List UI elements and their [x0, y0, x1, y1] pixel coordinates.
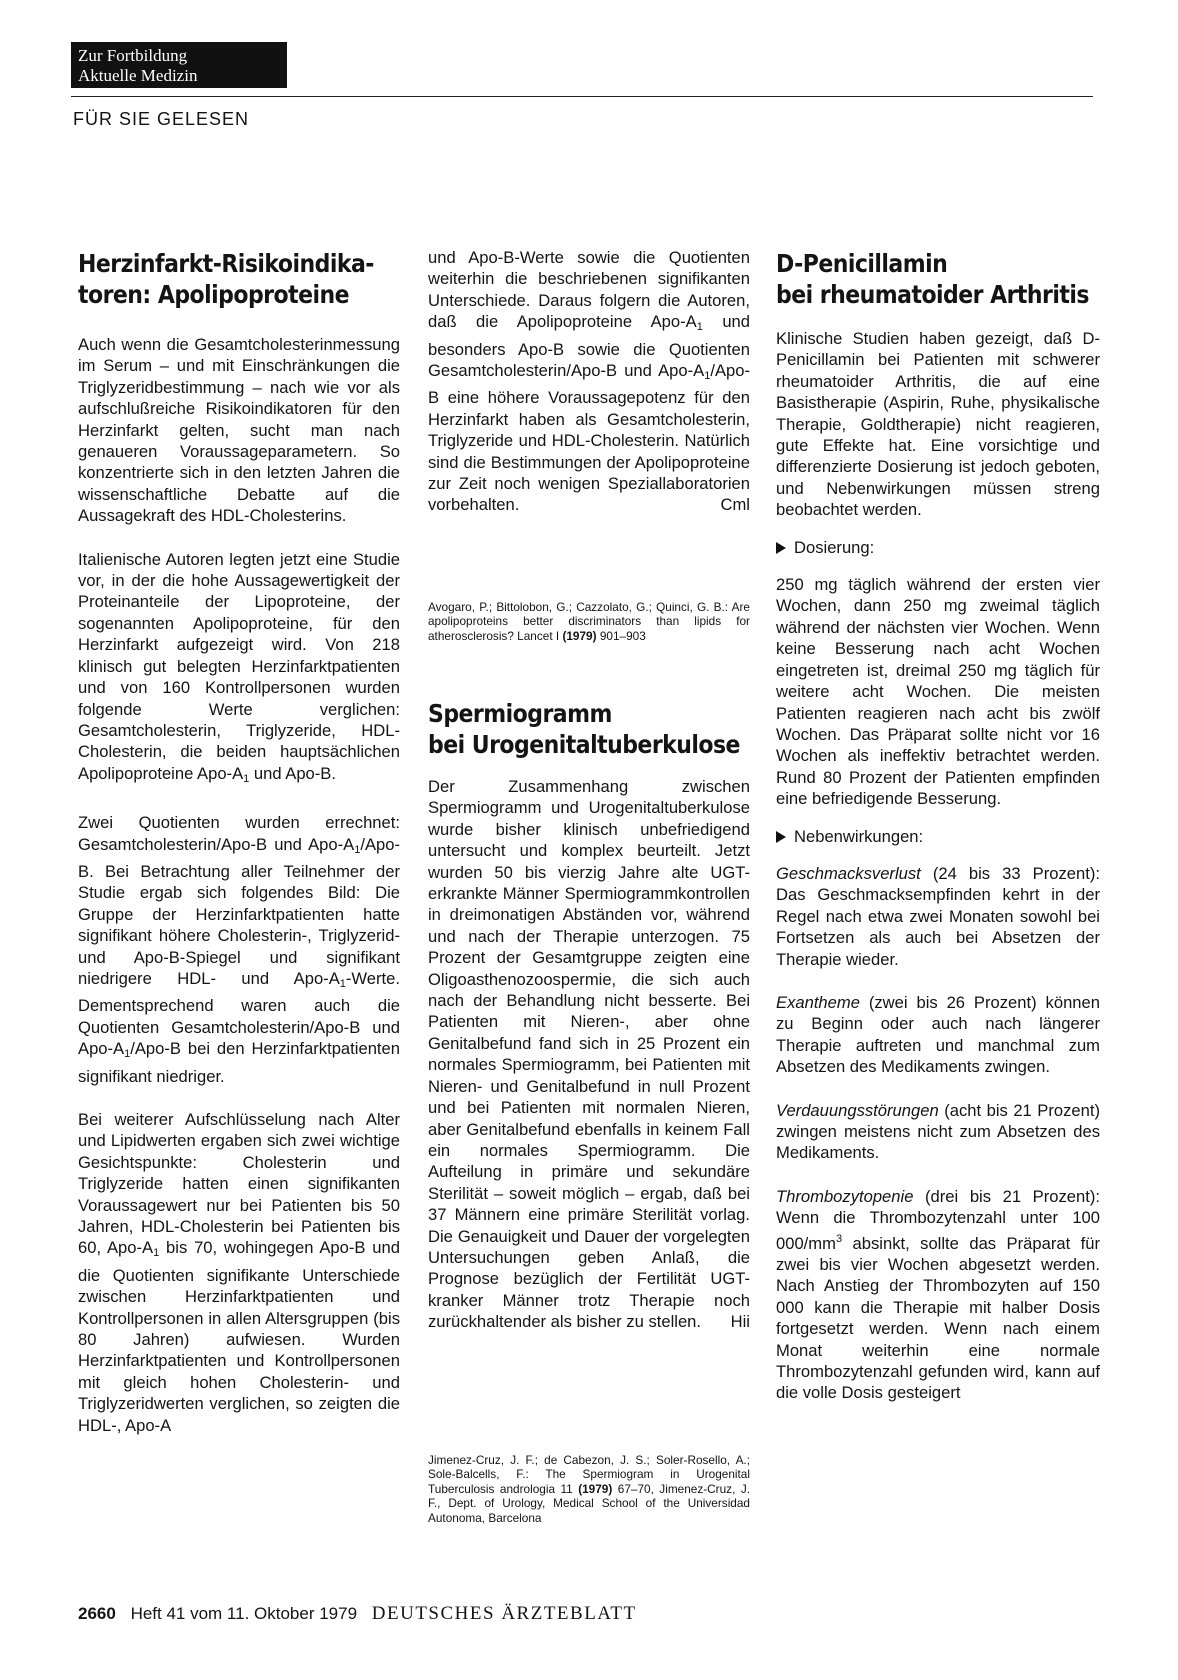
text-run: Dosierung: [794, 537, 875, 557]
journal-name: DEUTSCHES ÄRZTEBLATT [371, 1603, 637, 1624]
text-run: Jimenez-Cruz, J. F.; de Cabezon, J. S.; Soler-Rosello, A.; Sole-Balcells, F.: The Spermiogram in Urogenital Tuberculosis andrologia 11 [428, 1453, 750, 1496]
rubric-box [71, 42, 287, 88]
text-run: -Werte. Dementsprechend waren auch die Quotienten Gesamtcholesterin/Apo-B und Apo-A [78, 968, 400, 1059]
text-run: /Apo-B. Bei Betrachtung aller Teilnehmer der Studie ergab sich folgendes Bild: Die Gruppe der Herzinfarktpatienten hatte signifikant höhere Cholesterin-, Triglyzerid- und Apo-B-Spiegel und signifikant niedrigere HDL- und Apo-A [78, 834, 400, 988]
text-run: (drei bis 21 Prozent): Wenn die Thrombozytenzahl unter 100 000/mm [776, 1186, 1100, 1253]
text-run: (1979) [578, 1481, 613, 1496]
side-effects-heading [776, 826, 1100, 847]
article1-paragraph-3 [78, 812, 400, 1087]
dosage-heading [776, 537, 1100, 558]
subscript: 1 [243, 772, 250, 785]
subscript: 1 [704, 370, 711, 383]
text-run: absinkt, sollte das Präparat für zwei bis vier Wochen abgesetzt werden. Nach Anstieg der Thrombozyten auf 150 000 kann die Therapie mit halber Dosis fortgesetzt werden. Wenn nach einem Monat weiterhin eine normale Thrombozytenzahl gefunden wird, kann auf die volle Dosis gesteigert [776, 1233, 1100, 1403]
subscript: 1 [354, 843, 361, 856]
term: Verdauungsstörungen [776, 1100, 939, 1120]
article2-signature: Hii [730, 1312, 750, 1332]
subscript: 1 [339, 977, 346, 990]
term: Exantheme [776, 992, 860, 1012]
page-number: 2660 [78, 1604, 116, 1623]
text-run: (1979) [562, 628, 597, 643]
side-effect-thrombocytopenia [776, 1186, 1100, 1404]
section-label: FÜR SIE GELESEN [73, 109, 250, 129]
column-2 [428, 247, 750, 516]
text-run: Bei weiterer Aufschlüsselung nach Alter und Lipidwerten ergaben sich zwei wichtige Gesichtspunkte: Cholesterin und Triglyzeride hatten einen signifikanten Voraussagewert nur bei Patienten bis 50 Jahren, HDL-Cholesterin bei Patienten bis 60, Apo-A [78, 1110, 400, 1258]
article1-title [78, 248, 374, 310]
column-3 [776, 328, 1100, 1404]
article1-paragraph-4-cont [428, 247, 750, 516]
text-run: (acht bis 21 Prozent) zwingen meistens nicht zum Absetzen des Medikaments. [776, 1100, 1100, 1163]
article1-paragraph-1: Auch wenn die Gesamtcholesterinmessung im Serum – und mit Einschränkungen die Triglyzeridbestimmung – nach wie vor als aufschlußreiche Risikoindikatoren für den Herzinfarkt gelten, sucht man nach genaueren Voraussageparametern. So konzentrierte sich in den letzten Jahren die wissenschaftliche Debatte auf die Aussagekraft des HDL-Cholesterins. [78, 335, 400, 526]
article2-reference [428, 1453, 750, 1525]
article1-reference [428, 600, 750, 643]
text-run: bis 70, wohingegen Apo-B und die Quotienten signifikante Unterschiede zwischen Herzinfarktpatienten und Kontrollpersonen in allen Altersgruppen (bis 80 Jahren) aufwiesen. Wurden Herzinfarktpatienten und Kontrollpersonen mit gleich hohen Cholesterin- und Triglyzeridwerten verglichen, so zeigten die HDL-, Apo-A [78, 1238, 400, 1435]
article1-title-line2: toren: Apolipoproteine [78, 280, 350, 309]
article2-title-line2: bei Urogenitaltuberkulose [428, 730, 740, 759]
text-run: 901–903 [596, 628, 646, 643]
issue-info: Heft 41 vom 11. Oktober 1979 [130, 1604, 358, 1623]
text-run: /Apo-B bei den Herzinfarktpatienten signifikant niedriger. [78, 1039, 400, 1086]
column-1 [78, 334, 400, 1436]
article1-paragraph-2 [78, 549, 400, 790]
article2-title-line1: Spermiogramm [428, 699, 612, 728]
side-effect-exanthema [776, 992, 1100, 1078]
article3-title-line2: bei rheumatoider Arthritis [776, 280, 1089, 309]
term: Thrombozytopenie [776, 1186, 914, 1206]
article2-paragraph-1 [428, 776, 750, 1333]
subscript: 1 [153, 1247, 160, 1260]
text-run: und Apo-B-Werte sowie die Quotienten weiterhin die beschriebenen signifikanten Unterschiede. Daraus folgern die Autoren, daß die Apolipoproteine Apo-A [428, 248, 750, 332]
header-rule [71, 96, 1093, 97]
rubric-line-2: Aktuelle Medizin [78, 66, 198, 85]
triangle-bullet-icon [776, 542, 786, 554]
triangle-bullet-icon [776, 831, 786, 843]
text-run: und Apo-B. [249, 763, 336, 783]
page-footer [78, 1603, 637, 1625]
article3-title-line1: D-Penicillamin [776, 249, 948, 278]
text-run: Nebenwirkungen: [794, 826, 924, 846]
text-run: (24 bis 33 Prozent): Das Geschmacksempfinden kehrt in der Regel nach etwa zwei Monaten sowohl bei Fortsetzen als auch bei Absetzen der Therapie wieder. [776, 863, 1100, 969]
superscript: 3 [835, 1232, 843, 1245]
text-run: Zwei Quotienten wurden errechnet: Gesamtcholesterin/Apo-B und Apo-A [78, 813, 400, 854]
side-effect-digestive [776, 1100, 1100, 1164]
article1-paragraph-4 [78, 1109, 400, 1436]
text-run: Italienische Autoren legten jetzt eine Studie vor, in der die hohe Aussagewertigkeit der Proteinanteile der Lipoproteine, der sogenannten Apolipoproteine, für den Herzinfarkt aufgezeigt wird. Von 218 klinisch gut belegten Herzinfarktpatienten und von 160 Kontrollpersonen wurden folgende Werte verglichen: Gesamtcholesterin, Triglyzeride, HDL-Cholesterin, die beiden hauptsächlichen Apolipoproteine Apo-A [78, 549, 400, 783]
subscript: 1 [124, 1048, 131, 1061]
term: Geschmacksverlust [776, 863, 921, 883]
text-run: und besonders Apo-B sowie die Quotienten Gesamtcholesterin/Apo-B und Apo-A [428, 312, 751, 381]
article1-signature: Cml [720, 495, 750, 515]
article3-title [776, 248, 1089, 310]
subscript: 1 [696, 321, 703, 334]
text-run: Der Zusammenhang zwischen Spermiogramm und Urogenitaltuberkulose wurde bisher klinisch unbefriedigend untersucht und komplex beurteilt. Jetzt wurden 50 bis vierzig Jahre alte UGT-erkrankte Männer Spermiogrammkontrollen in dreimonatigen Abständen vor, während und nach der Therapie unterzogen. 75 Prozent der Gesamtgruppe zeigten eine Oligoasthenozoospermie, die sich auch nach der Behandlung nicht besserte. Bei Patienten mit Nieren-, aber ohne Genitalbefund fand sich in 25 Prozent ein normales Spermiogramm, bei Patienten mit Nieren- und Genitalbefund in null Prozent und bei Patienten mit normalen Nieren, aber Genitalbefund ebenfalls in keinem Fall ein normales Spermiogramm. Die Aufteilung in primäre und sekundäre Sterilität – soweit möglich – ergab, daß bei 37 Männern eine primäre Sterilität vorlag. Die Genauigkeit und Dauer der vorgelegten Untersuchungen geben Anlaß, die Prognose bezüglich der Fertilität UGT-kranker Männer trotz Therapie noch zurückhaltender als bisher zu stellen. [428, 777, 750, 1332]
article1-title-line1: Herzinfarkt-Risikoindika- [78, 249, 374, 278]
article2-body [428, 776, 750, 1333]
text-run: 67–70, Jimenez-Cruz, J. F., Dept. of Urology, Medical School of the Universidad Autonoma, Barcelona [428, 1481, 750, 1525]
text-run: (zwei bis 26 Prozent) können zu Beginn oder auch nach längerer Therapie auftreten und manchmal zum Absetzen des Medikaments zwingen. [776, 992, 1100, 1077]
article2-title [428, 698, 740, 760]
text-run: Avogaro, P.; Bittolobon, G.; Cazzolato, G.; Quinci, G. B.: Are apolipoproteins better discriminators than lipids for atherosclerosis? Lancet I [428, 600, 750, 643]
text-run: /Apo-B eine höhere Voraussagepotenz für den Herzinfarkt haben als Gesamtcholesterin, Triglyzeride und HDL-Cholesterin. Natürlich sind die Bestimmungen der Apolipoproteine zur Zeit noch wenigen Speziallaboratorien vorbehalten. [428, 361, 750, 515]
article3-paragraph-1: Klinische Studien haben gezeigt, daß D-Penicillamin bei Patienten mit schwerer rheumatoider Arthritis, die auf eine Basistherapie (Aspirin, Ruhe, physikalische Therapie, Goldtherapie) nicht reagieren, gute Effekte hat. Eine vorsichtige und differenzierte Dosierung ist jedoch geboten, und Nebenwirkungen müssen streng beobachtet werden. [776, 329, 1100, 520]
rubric-line-1: Zur Fortbildung [78, 46, 188, 65]
article3-paragraph-2: 250 mg täglich während der ersten vier Wochen, dann 250 mg zweimal täglich während der nächsten vier Wochen. Wenn keine Besserung nach acht Wochen eingetreten ist, dreimal 250 mg täglich für weitere acht Wochen. Die meisten Patienten reagieren nach acht bis zwölf Wochen. Das Präparat sollte nicht vor 16 Wochen als ineffektiv betrachtet werden. Rund 80 Prozent der Patienten empfinden eine befriedigende Besserung. [776, 575, 1100, 809]
side-effect-taste [776, 863, 1100, 970]
